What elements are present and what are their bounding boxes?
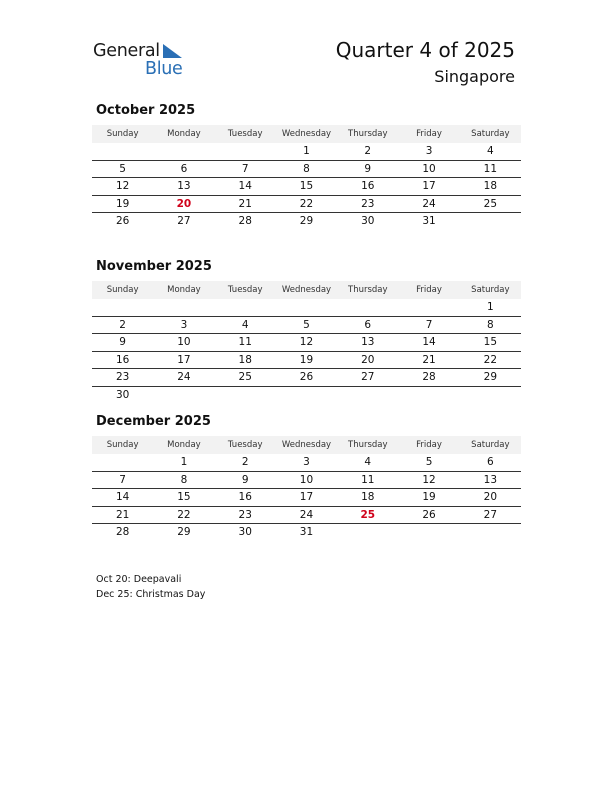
date-cell: 22 [177, 508, 191, 521]
week-row [92, 489, 521, 507]
date-cell: 17 [299, 491, 314, 503]
date-cell: 11 [483, 162, 498, 175]
date-cell: 21 [115, 508, 130, 521]
week-row [92, 299, 521, 317]
date-cell [337, 524, 398, 542]
date-cell [92, 454, 153, 471]
date-cell: 1 [486, 301, 494, 313]
week-row [92, 369, 521, 387]
date-cell: 8 [303, 162, 310, 175]
date-cell: 12 [422, 473, 436, 486]
week-row [92, 334, 521, 352]
date-cell: 30 [361, 215, 375, 227]
country-name: Singapore [434, 67, 515, 86]
date-cell [153, 387, 214, 405]
month-name: November 2025 [96, 259, 212, 274]
date-cell: 30 [115, 388, 130, 401]
date-cell: 14 [238, 180, 252, 192]
logo-triangle-icon [161, 43, 183, 59]
logo-general-text: General [93, 41, 160, 61]
holiday-date-cell: 25 [360, 508, 376, 521]
week-row [92, 472, 521, 490]
week-row [92, 196, 521, 214]
date-cell: 24 [299, 508, 314, 521]
date-cell: 27 [177, 215, 191, 227]
weekday-label: Thursday [348, 129, 388, 139]
date-cell: 16 [115, 353, 130, 366]
calendar-grid [92, 125, 521, 231]
holiday-notes [96, 573, 205, 602]
week-row [92, 352, 521, 370]
date-cell: 23 [115, 371, 130, 383]
date-cell: 9 [364, 162, 372, 175]
date-cell: 26 [299, 371, 314, 383]
date-cell: 2 [241, 456, 249, 468]
date-cell: 27 [483, 508, 498, 521]
date-cell: 15 [177, 491, 191, 503]
date-cell: 31 [299, 526, 314, 538]
week-row [92, 507, 521, 525]
date-cell [460, 387, 521, 405]
date-cell [460, 524, 521, 542]
date-cell: 17 [177, 353, 191, 366]
date-cell [215, 299, 276, 316]
date-cell: 20 [483, 491, 498, 503]
date-cell: 23 [238, 508, 252, 521]
month-november [92, 259, 521, 404]
date-cell: 16 [361, 180, 375, 192]
week-row [92, 161, 521, 179]
weekday-label: Thursday [348, 285, 388, 295]
date-cell: 1 [303, 145, 310, 157]
weekday-label: Saturday [471, 285, 510, 295]
date-cell: 15 [299, 180, 314, 192]
weekday-label: Monday [167, 129, 201, 139]
date-cell [153, 143, 214, 160]
date-cell: 21 [238, 197, 252, 210]
date-cell: 9 [241, 473, 249, 486]
date-cell: 4 [486, 145, 494, 157]
date-cell: 10 [422, 162, 436, 175]
date-cell [337, 387, 398, 405]
week-row [92, 178, 521, 196]
date-cell: 29 [299, 215, 314, 227]
date-cell: 12 [115, 180, 130, 192]
weekday-label: Wednesday [281, 440, 332, 450]
date-cell: 19 [299, 353, 314, 366]
date-cell: 12 [299, 336, 314, 348]
date-cell [215, 387, 276, 405]
date-cell: 3 [425, 145, 433, 157]
weekday-label: Sunday [106, 285, 139, 295]
date-cell: 2 [364, 145, 372, 157]
date-cell: 31 [422, 215, 436, 227]
date-cell: 24 [422, 197, 436, 210]
date-cell: 7 [425, 318, 433, 331]
date-cell: 28 [238, 215, 252, 227]
weekday-label: Wednesday [281, 285, 332, 295]
date-cell [398, 299, 459, 316]
week-row [92, 213, 521, 231]
weekday-label: Tuesday [227, 440, 263, 450]
date-cell [215, 143, 276, 160]
date-cell: 13 [177, 180, 191, 192]
date-cell [92, 143, 153, 160]
date-cell: 8 [486, 318, 494, 331]
date-cell: 11 [361, 473, 375, 486]
date-cell: 23 [361, 197, 375, 210]
date-cell: 26 [115, 215, 130, 227]
date-cell: 7 [241, 162, 249, 175]
date-cell: 25 [238, 371, 252, 383]
calendar-grid [92, 436, 521, 542]
date-cell: 29 [177, 526, 191, 538]
date-cell: 16 [238, 491, 252, 503]
weekday-label: Friday [416, 129, 442, 139]
date-cell: 18 [238, 353, 252, 366]
date-cell: 5 [303, 318, 310, 331]
date-cell [337, 299, 398, 316]
logo-blue-text: Blue [145, 59, 183, 79]
date-cell: 9 [119, 336, 126, 348]
date-cell: 10 [299, 473, 314, 486]
weekday-label: Saturday [471, 129, 510, 139]
date-cell: 5 [425, 456, 433, 468]
date-cell: 15 [483, 336, 498, 348]
date-cell [276, 387, 337, 405]
weekday-label: Tuesday [227, 285, 263, 295]
weekday-label: Friday [416, 440, 442, 450]
date-cell: 14 [422, 336, 436, 348]
date-cell: 10 [177, 336, 191, 348]
date-cell: 24 [177, 371, 191, 383]
date-cell [460, 213, 521, 231]
weekday-label: Monday [167, 285, 201, 295]
weekday-header-row [92, 281, 521, 299]
date-cell: 13 [483, 473, 498, 486]
date-cell: 27 [361, 371, 375, 383]
date-cell: 13 [361, 336, 375, 348]
weekday-label: Tuesday [227, 129, 263, 139]
date-cell: 18 [361, 491, 375, 503]
week-row [92, 143, 521, 161]
weekday-label: Sunday [106, 440, 139, 450]
holiday-note: Dec 25: Christmas Day [96, 588, 206, 600]
date-cell: 6 [364, 318, 372, 331]
calendar-grid [92, 281, 521, 404]
date-cell: 4 [241, 318, 249, 331]
week-row [92, 387, 521, 405]
logo [93, 41, 193, 81]
date-cell [398, 524, 459, 542]
holiday-date-cell: 20 [176, 197, 192, 210]
date-cell: 19 [115, 197, 130, 210]
date-cell: 11 [238, 336, 252, 348]
date-cell: 28 [422, 371, 436, 383]
date-cell: 6 [180, 162, 188, 175]
month-december [92, 414, 521, 542]
weekday-label: Thursday [348, 440, 388, 450]
weekday-label: Wednesday [281, 129, 332, 139]
date-cell: 3 [180, 318, 188, 331]
date-cell: 6 [486, 456, 494, 468]
month-name: December 2025 [96, 414, 211, 429]
weekday-label: Friday [416, 285, 442, 295]
weekday-header-row [92, 436, 521, 454]
date-cell: 26 [422, 508, 436, 521]
date-cell [276, 299, 337, 316]
month-october [92, 103, 521, 231]
date-cell [92, 299, 153, 316]
date-cell: 1 [180, 456, 188, 468]
date-cell: 20 [361, 353, 375, 366]
date-cell [153, 299, 214, 316]
date-cell: 29 [483, 371, 498, 383]
date-cell: 5 [119, 162, 126, 175]
date-cell: 22 [483, 353, 498, 366]
date-cell: 8 [180, 473, 188, 486]
holiday-note: Oct 20: Deepavali [96, 574, 182, 585]
date-cell: 25 [483, 197, 498, 210]
date-cell: 28 [115, 526, 130, 538]
date-cell: 17 [422, 180, 436, 192]
week-row [92, 317, 521, 335]
date-cell: 30 [238, 526, 252, 538]
weekday-label: Saturday [471, 440, 510, 450]
date-cell: 18 [483, 180, 498, 192]
page-title: Quarter 4 of 2025 [335, 38, 515, 62]
weekday-header-row [92, 125, 521, 143]
weekday-label: Sunday [106, 129, 139, 139]
date-cell: 4 [364, 456, 372, 468]
date-cell: 2 [119, 318, 126, 331]
date-cell: 14 [115, 491, 130, 503]
date-cell: 22 [299, 197, 314, 210]
date-cell: 19 [422, 491, 436, 503]
weekday-label: Monday [167, 440, 201, 450]
month-name: October 2025 [96, 103, 196, 118]
week-row [92, 524, 521, 542]
week-row [92, 454, 521, 472]
date-cell [398, 387, 459, 405]
date-cell: 7 [119, 473, 126, 486]
date-cell: 3 [303, 456, 310, 468]
date-cell: 21 [422, 353, 436, 366]
